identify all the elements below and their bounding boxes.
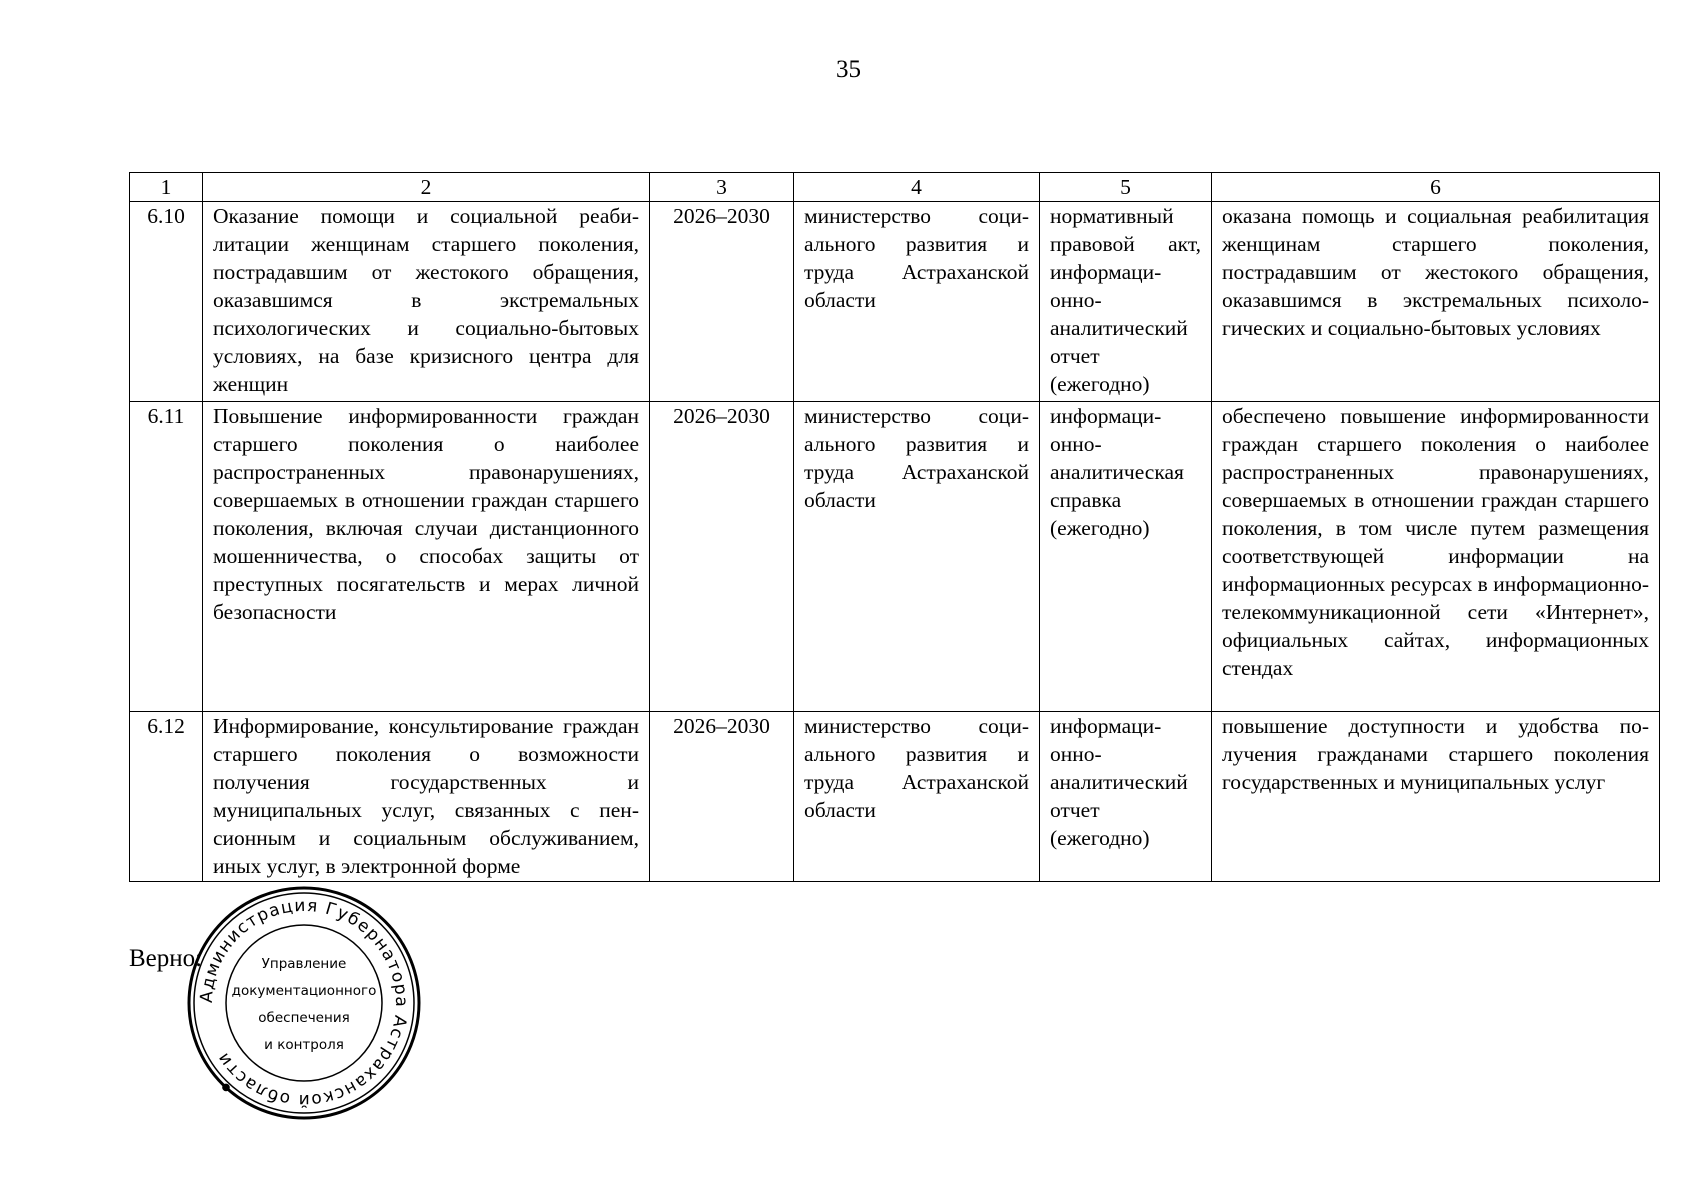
expected-result: оказана помощь и социальная реабилитация женщинам старшего поколения, пострадавшим от жестокого обращения, оказавшимся в экстремальных психологических и социально-бытовых условиях	[1212, 202, 1660, 402]
plan-table	[129, 172, 1660, 882]
measure-description: Оказание помощи и социальной реабилитации женщинам старшего поколения, пострадавшим от жестокого обращения, оказавшимся в экстремальных психологических и социально-бытовых условиях, на базе кризисного центра для женщин	[203, 202, 650, 402]
header-col-5: 5	[1040, 173, 1212, 202]
page-number: 35	[836, 56, 861, 83]
expected-result: обеспечено повышение информированности граждан старшего поколения о наиболее распространенных правонарушениях, совершаемых в отношении граждан старшего поколения, в том числе путем размещения соответствующей информации на информационных ресурсах в информационно-телекоммуникационной сети «Интернет», официальных сайтах, информационных стендах	[1212, 402, 1660, 712]
implementation-period: 2026–2030	[650, 402, 794, 712]
seal-center-line: Управление	[261, 956, 347, 972]
table-row	[130, 712, 1660, 882]
header-col-2: 2	[203, 173, 650, 202]
responsible-executor: министерство социального развития и труда Астраханской области	[794, 402, 1040, 712]
reporting-document: информационно-аналитический отчет (ежегодно)	[1040, 712, 1212, 882]
implementation-period: 2026–2030	[650, 202, 794, 402]
implementation-period: 2026–2030	[650, 712, 794, 882]
seal-star-icon: ●	[221, 1082, 231, 1093]
table-header-row	[130, 173, 1660, 202]
measure-description: Повышение информированности граждан старшего поколения о наиболее распространенных правонарушениях, совершаемых в отношении граждан старшего поколения, включая случаи дистанционного мошенничества, о способах защиты от преступных посягательств и мерах личной безопасности	[203, 402, 650, 712]
header-col-3: 3	[650, 173, 794, 202]
table-row	[130, 402, 1660, 712]
seal-center-line: обеспечения	[258, 1010, 350, 1026]
header-col-6: 6	[1212, 173, 1660, 202]
responsible-executor: министерство социального развития и труда Астраханской области	[794, 712, 1040, 882]
responsible-executor: министерство социального развития и труда Астраханской области	[794, 202, 1040, 402]
measure-description: Информирование, консультирование граждан старшего поколения о возможности получения государственных и муниципальных услуг, связанных с пенсионным и социальным обслуживанием, иных услуг, в электронной форме	[203, 712, 650, 882]
header-col-1: 1	[130, 173, 203, 202]
seal-center-line: и контроля	[264, 1037, 344, 1053]
header-col-4: 4	[794, 173, 1040, 202]
row-number: 6.11	[130, 402, 203, 712]
expected-result: повышение доступности и удобства получения гражданами старшего поколения государственных и муниципальных услуг	[1212, 712, 1660, 882]
certified-label: Верно:	[129, 945, 203, 972]
official-seal	[186, 885, 422, 1121]
reporting-document: информационно-аналитическая справка (ежегодно)	[1040, 402, 1212, 712]
row-number: 6.12	[130, 712, 203, 882]
seal-ring-text: Администрация Губернатора Астраханской области	[196, 895, 412, 1111]
row-number: 6.10	[130, 202, 203, 402]
table-row	[130, 202, 1660, 402]
reporting-document: нормативный правовой акт, информационно-аналитический отчет (ежегодно)	[1040, 202, 1212, 402]
seal-center-line: документационного	[231, 983, 377, 999]
